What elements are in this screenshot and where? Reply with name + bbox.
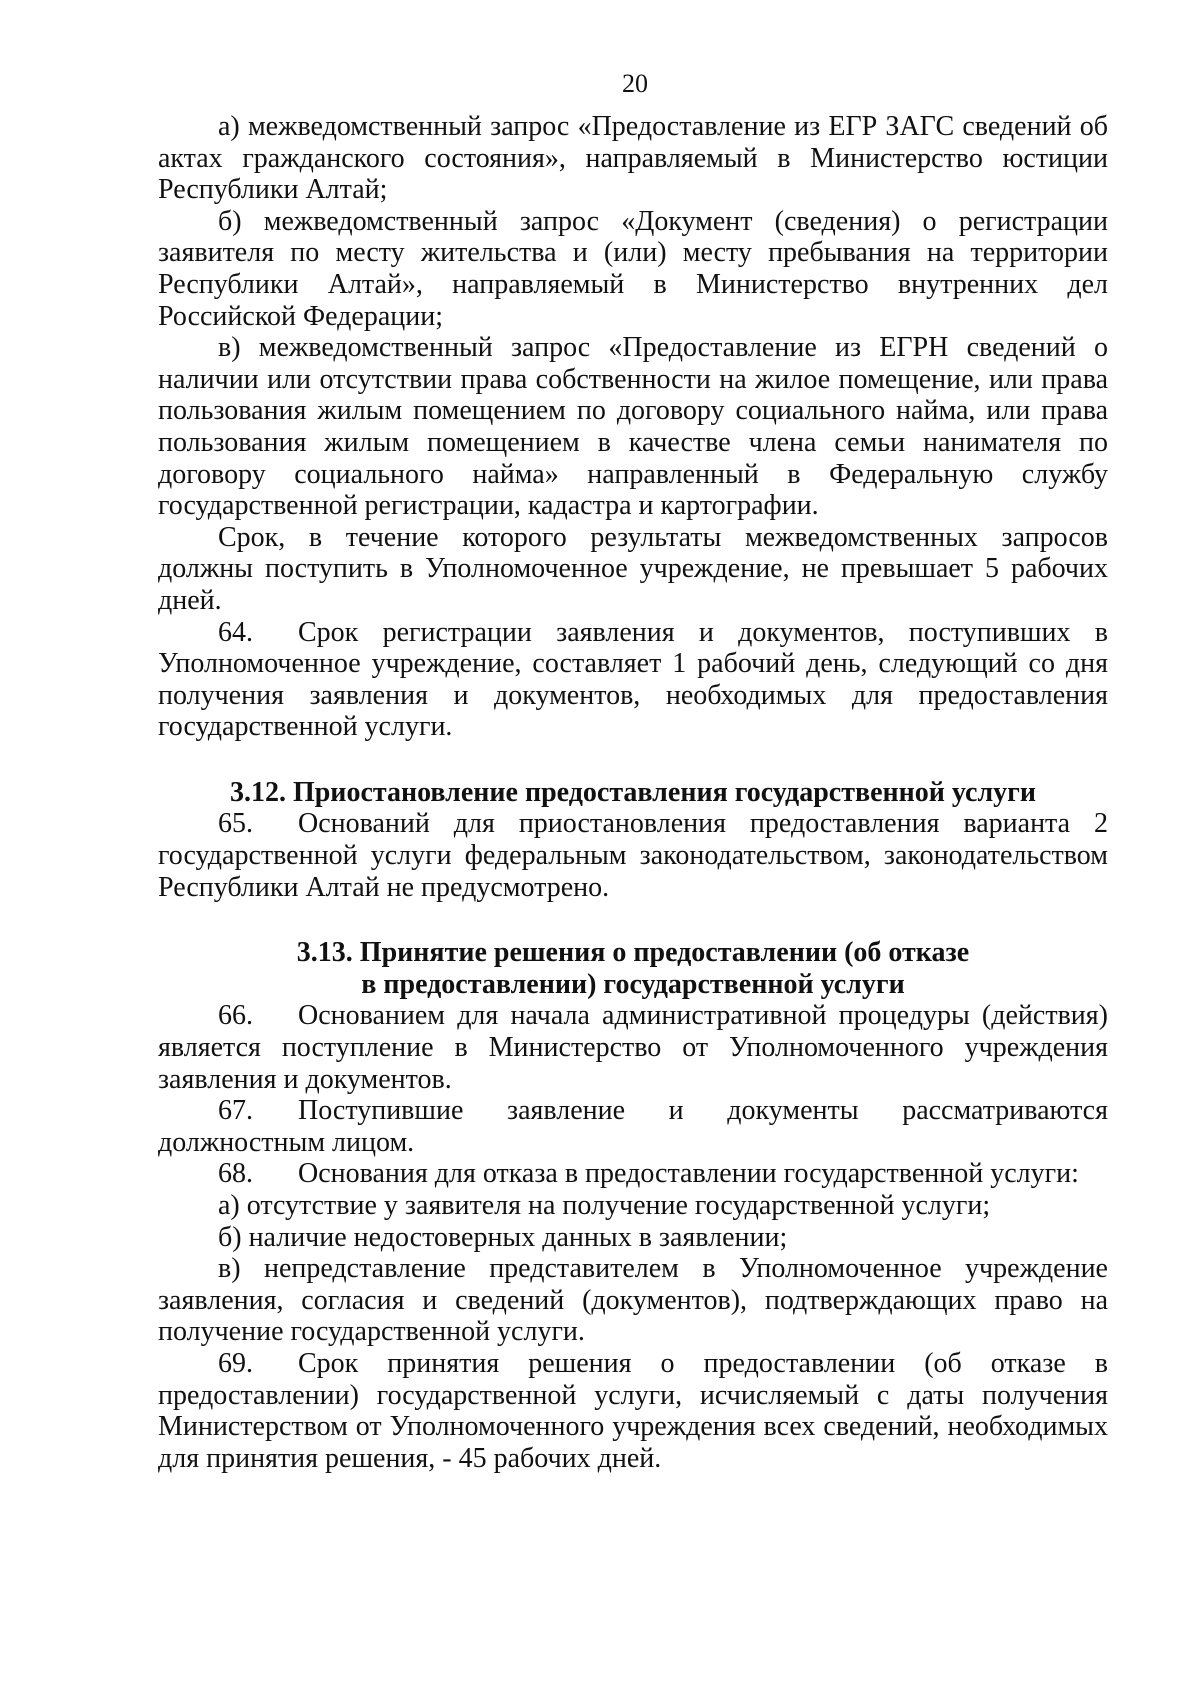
paragraph-request-v: в) межведомственный запрос «Предоставление из ЕГРН сведений о наличии или отсутствии права собственности на жилое помещение, или права пользования жилым помещением по договору социального найма, или права пользования жилым помещением в качестве члена семьи нанимателя по договору социального найма» направленный в Федеральную службу государственной регистрации, кадастра и картографии. — [158, 332, 1108, 522]
paragraph-66-number: 66. — [218, 1000, 253, 1032]
paragraph-request-a: а) межведомственный запрос «Предоставление из ЕГР ЗАГС сведений об актах гражданского состояния», направляемый в Министерство юстиции Республики Алтай; — [158, 111, 1108, 206]
section-heading-3-13-line-2: в предоставлении) государственной услуги — [361, 968, 905, 1000]
paragraph-64-number: 64. — [218, 616, 253, 648]
paragraph-65-number: 65. — [218, 808, 253, 840]
paragraph-68 — [158, 1158, 1108, 1190]
paragraph-68-a: а) отсутствие у заявителя на получение государственной услуги; — [218, 1190, 991, 1221]
document-body — [158, 111, 1108, 1474]
paragraph-67-number: 67. — [218, 1095, 253, 1127]
paragraph-68-b: б) наличие недостоверных данных в заявлении; — [218, 1221, 788, 1253]
paragraph-67 — [158, 1095, 1108, 1158]
paragraph-65 — [158, 808, 1108, 903]
section-heading-3-12: 3.12. Приостановление предоставления государственной услуги — [229, 776, 1037, 808]
paragraph-66-text: Основанием для начала административной процедуры (действия) является поступление в Министерство от Уполномоченного учреждения заявления и документов. — [158, 1000, 1108, 1095]
paragraph-67-text: Поступившие заявление и документы рассматриваются должностным лицом. — [158, 1095, 1108, 1158]
paragraph-69-number: 69. — [218, 1347, 253, 1379]
paragraph-64-text: Срок регистрации заявления и документов, поступивших в Уполномоченное учреждение, составляет 1 рабочий день, следующий со дня получения заявления и документов, необходимых для предоставления государственной услуги. — [158, 616, 1108, 743]
paragraph-request-b: б) межведомственный запрос «Документ (сведения) о регистрации заявителя по месту жительства и (или) месту пребывания на территории Республики Алтай», направляемый в Министерство внутренних дел Российской Федерации; — [158, 205, 1108, 332]
paragraph-68-v: в) непредставление представителем в Уполномоченное учреждение заявления, согласия и сведений (документов), подтверждающих право на получение государственной услуги. — [158, 1253, 1108, 1348]
page-number: 20 — [622, 69, 648, 98]
paragraph-69 — [158, 1348, 1108, 1474]
section-heading-3-13 — [158, 937, 1108, 1000]
paragraph-66 — [158, 1000, 1108, 1095]
paragraph-69-text: Срок принятия решения о предоставлении (об отказе в предоставлении) государственной услуги, исчисляемый с даты получения Министерством от Уполномоченного учреждения всех сведений, необходимых для принятия решения, - 45 рабочих дней. — [158, 1347, 1108, 1474]
paragraph-65-text: Оснований для приостановления предоставления варианта 2 государственной услуги федеральным законодательством, законодательством Республики Алтай не предусмотрено. — [158, 808, 1108, 903]
paragraph-64 — [158, 617, 1108, 743]
paragraph-68-number: 68. — [218, 1158, 253, 1190]
paragraph-response-term: Срок, в течение которого результаты межведомственных запросов должны поступить в Уполномоченное учреждение, не превышает 5 рабочих дней. — [158, 521, 1108, 616]
section-heading-3-13-line-1: 3.13. Принятие решения о предоставлении (об отказе — [296, 937, 970, 969]
paragraph-68-text: Основания для отказа в предоставлении государственной услуги: — [298, 1158, 1079, 1190]
